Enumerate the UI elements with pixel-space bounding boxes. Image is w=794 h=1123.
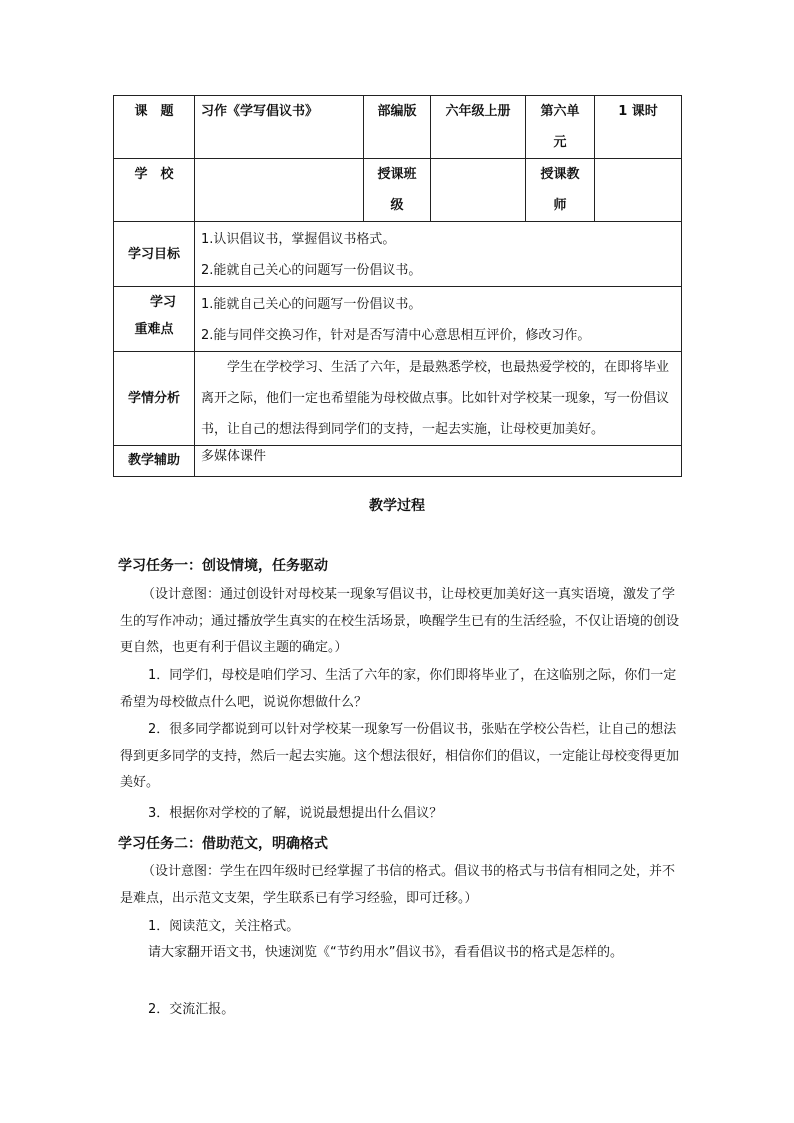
table-row bbox=[114, 446, 682, 477]
table-row bbox=[114, 159, 682, 222]
task2-step1-detail: 请大家翻开语文书，快速浏览《“节约用水”倡议书》，看看倡议书的格式是怎样的。 bbox=[148, 945, 623, 960]
topic-label: 课 题 bbox=[114, 96, 195, 159]
grade: 六年级上册 bbox=[431, 96, 526, 159]
table-row bbox=[114, 287, 682, 352]
aids-value: 多媒体课件 bbox=[195, 446, 682, 477]
goal-item: 1.认识倡议书，掌握倡议书格式。 bbox=[201, 232, 396, 247]
edition: 部编版 bbox=[364, 96, 431, 159]
class-value bbox=[431, 159, 526, 222]
key-points-label-line2: 重难点 bbox=[134, 322, 174, 337]
task1-heading: 学习任务一：创设情境，任务驱动 bbox=[118, 558, 328, 574]
key-point-item: 2.能与同伴交换习作，针对是否写清中心意思相互评价，修改习作。 bbox=[201, 328, 591, 343]
task1-design-note: （设计意图：通过创设针对母校某一现象写倡议书，让母校更加美好这一真实语境，激发了学生的写作冲动；通过播放学生真实的在校生活场景，唤醒学生已有的生活经验，不仅让语境的创设更自然，也更有利于倡议主题的确定。） bbox=[120, 587, 680, 655]
goal-item: 2.能就自己关心的问题写一份倡议书。 bbox=[201, 263, 422, 278]
section-title: 教学过程 bbox=[369, 498, 425, 514]
lesson-title: 习作《学写倡议书》 bbox=[195, 96, 364, 159]
analysis-text: 学生在学校学习、生活了六年，是最熟悉学校，也最热爱学校的，在即将毕业离开之际，他们一定也希望能为母校做点事。比如针对学校某一现象，写一份倡议书，让自己的想法得到同学们的支持，一起去实施，让母校更加美好。 bbox=[195, 352, 682, 446]
analysis-label: 学情分析 bbox=[114, 352, 195, 446]
aids-label: 教学辅助 bbox=[114, 446, 195, 477]
table-row bbox=[114, 222, 682, 287]
unit: 第六单元 bbox=[526, 96, 595, 159]
task2-step2: 2．交流汇报。 bbox=[148, 1002, 235, 1017]
task2-heading: 学习任务二：借助范文，明确格式 bbox=[118, 836, 328, 852]
class-label: 授课班级 bbox=[364, 159, 431, 222]
goals-content bbox=[195, 222, 682, 287]
table-row bbox=[114, 96, 682, 159]
key-points-label-line1: 学习 bbox=[149, 295, 176, 310]
key-points-content bbox=[195, 287, 682, 352]
lesson-info-table bbox=[113, 95, 682, 477]
task1-step2: 2．很多同学都说到可以针对学校某一现象写一份倡议书，张贴在学校公告栏，让自己的想法得到更多同学的支持，然后一起去实施。这个想法很好，相信你们的倡议，一定能让母校变得更加美好。 bbox=[120, 722, 680, 790]
periods: 1 课时 bbox=[595, 96, 682, 159]
teacher-value bbox=[595, 159, 682, 222]
task2-design-note: （设计意图：学生在四年级时已经掌握了书信的格式。倡议书的格式与书信有相同之处，并不是难点，出示范文支架，学生联系已有学习经验，即可迁移。） bbox=[120, 864, 676, 906]
school-value bbox=[195, 159, 364, 222]
task1-step1: 1．同学们，母校是咱们学习、生活了六年的家，你们即将毕业了，在这临别之际，你们一定希望为母校做点什么吧，说说你想做什么？ bbox=[120, 668, 677, 710]
goals-label: 学习目标 bbox=[114, 222, 195, 287]
key-point-item: 1.能就自己关心的问题写一份倡议书。 bbox=[201, 297, 422, 312]
teacher-label: 授课教师 bbox=[526, 159, 595, 222]
task1-step3: 3．根据你对学校的了解，说说最想提出什么倡议？ bbox=[148, 806, 443, 821]
school-label: 学 校 bbox=[114, 159, 195, 222]
task2-step1: 1．阅读范文，关注格式。 bbox=[148, 919, 300, 934]
table-row bbox=[114, 352, 682, 446]
key-points-label bbox=[114, 287, 195, 352]
